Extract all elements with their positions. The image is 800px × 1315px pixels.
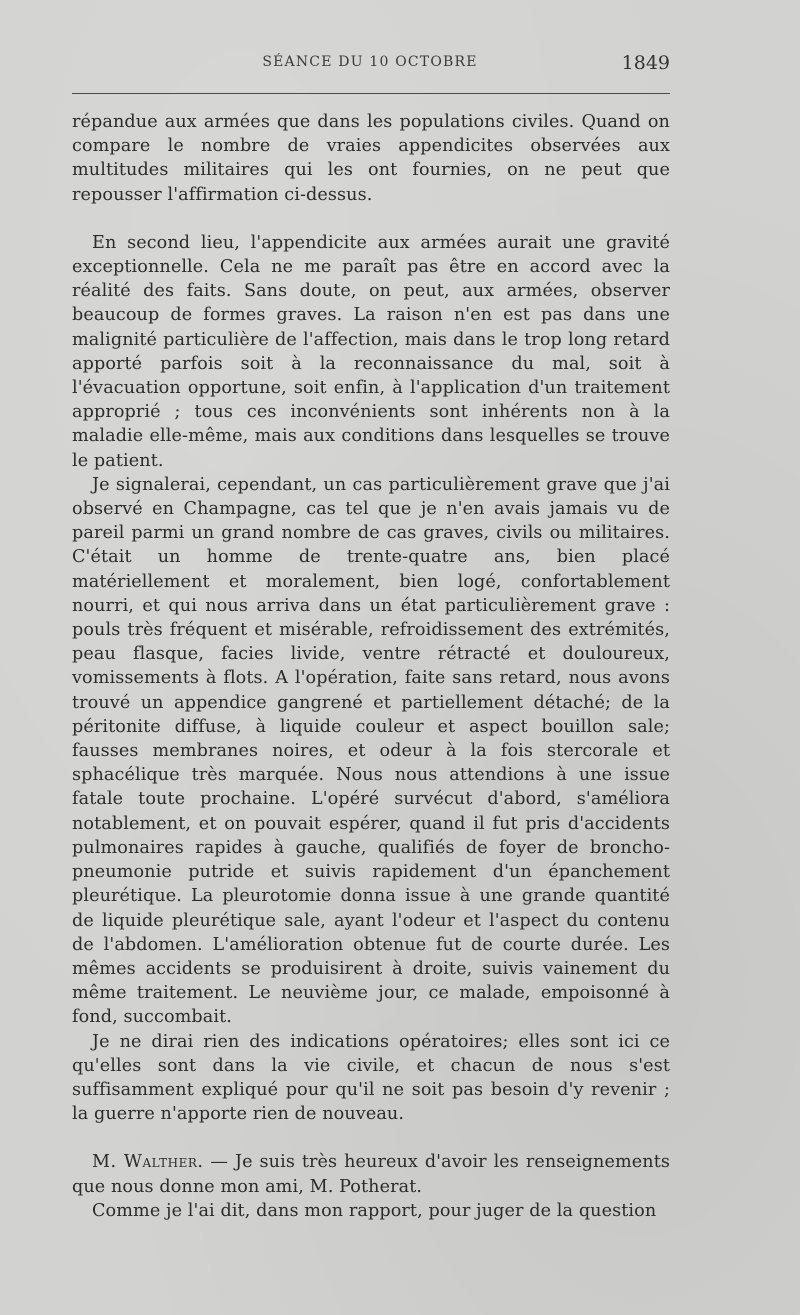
paragraph: En second lieu, l'appendicite aux armées aurait une gravité exceptionnelle. Cela ne me paraît pas être en accord avec la réalité des faits. Sans doute, on peut, aux armées, observer beaucoup de formes graves. La raison n'en est pas dans une malignité particulière de l'affection, mais dans le trop long retard apporté parfois soit à la reconnaissance du mal, soit à l'évacuation opportune, soit enfin, à l'application d'un traitement approprié ; tous ces inconvénients sont inhérents non à la maladie elle-même, mais aux conditions dans lesquelles se trouve le patient. [72, 232, 670, 471]
paragraph-speaker [72, 1150, 670, 1198]
paragraph: Je ne dirai rien des indications opératoires; elles sont ici ce qu'elles sont dans la vie civile, et chacun de nous s'est suffisamment expliqué pour qu'il ne soit pas besoin d'y revenir ; la guerre n'apporte rien de nouveau. [72, 1031, 670, 1125]
header-rule [72, 93, 670, 94]
paragraph: répandue aux armées que dans les populations civiles. Quand on compare le nombre de vraies appendicites observées aux multitudes militaires qui les ont fournies, on ne peut que repousser l'affirmation ci-dessus. [72, 112, 670, 205]
running-title: SÉANCE DU 10 OCTOBRE [262, 54, 478, 70]
paragraph: Comme je l'ai dit, dans mon rapport, pour juger de la question [92, 1200, 657, 1221]
page-number: 1849 [621, 52, 670, 74]
paragraph: Je signalerai, cependant, un cas particulièrement grave que j'ai observé en Champagne, cas tel que je n'en avais jamais vu de pareil parmi un grand nombre de cas graves, civils ou militaires. C'était un homme de trente-quatre ans, bien placé matériellement et moralement, bien logé, confortablement nourri, et qui nous arriva dans un état particulièrement grave : pouls très fréquent et misérable, refroidissement des extrémités, peau flasque, facies livide, ventre rétracté et douloureux, vomissements à flots. A l'opération, faite sans retard, nous avons trouvé un appendice gangrené et partiellement détaché; de la péritonite diffuse, à liquide couleur et aspect bouillon sale; fausses membranes noires, et odeur à la fois stercorale et sphacélique très marquée. Nous nous attendions à une issue fatale toute prochaine. L'opéré survécut d'abord, s'améliora notablement, et on pouvait espérer, quand il fut pris d'accidents pulmonaires rapides à gauche, qualifiés de foyer de broncho-pneumonie putride et suivis rapidement d'un épanchement pleurétique. La pleurotomie donna issue à une grande quantité de liquide pleurétique sale, ayant l'odeur et l'aspect du contenu de l'abdomen. L'amélioration obtenue fut de courte durée. Les mêmes accidents se produisirent à droite, suivis vainement du même traitement. Le neuvième jour, ce malade, empoisonné à fond, succombait. [72, 474, 670, 1028]
speaker-text: — Je suis très heureux d'avoir les renseignements que nous donne mon ami, M. Potherat. [72, 1152, 670, 1197]
body-text [72, 110, 670, 1223]
speaker-name: M. Walther. [92, 1152, 204, 1173]
running-header [70, 50, 670, 80]
